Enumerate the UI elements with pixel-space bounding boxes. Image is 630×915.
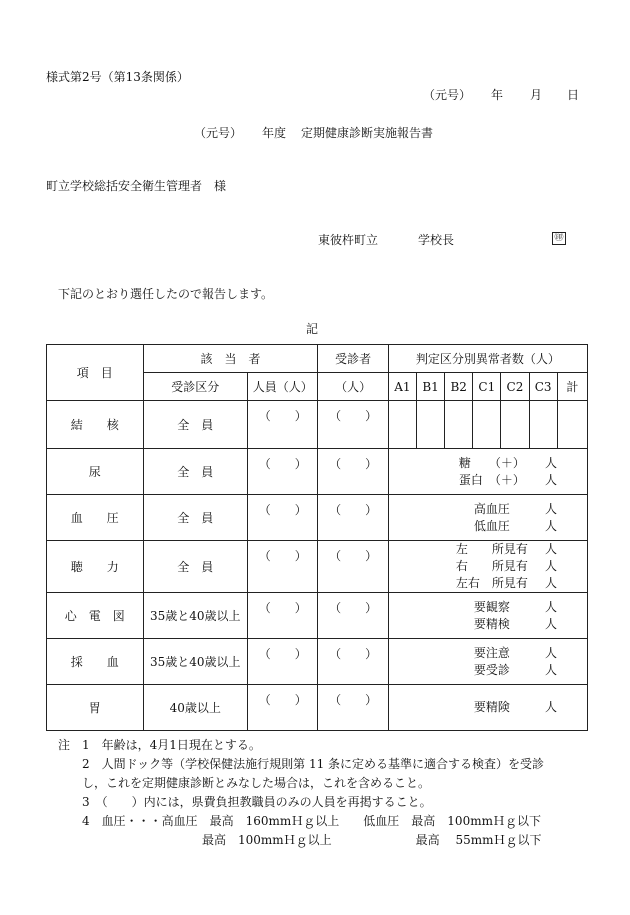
header-ninzu: 人員（人） bbox=[248, 373, 318, 401]
row-kubun: 40歳以上 bbox=[143, 685, 248, 731]
grade-a1: A1 bbox=[388, 373, 416, 401]
header-hantei: 判定区分別異常者数（人） bbox=[388, 345, 587, 373]
row-item: 結 核 bbox=[47, 401, 144, 449]
row-kubun: 全 員 bbox=[143, 449, 248, 495]
report-table bbox=[46, 344, 588, 731]
row-kubun: 全 員 bbox=[143, 541, 248, 593]
row-jushinsha: （ ） bbox=[318, 593, 388, 639]
result-line: 要注意 人 bbox=[473, 645, 557, 660]
result-line: 要精険 人 bbox=[473, 700, 557, 714]
sender-principal: 学校長 bbox=[418, 233, 455, 247]
result-cell bbox=[388, 541, 587, 593]
cell-c2 bbox=[501, 401, 529, 449]
row-jushinsha: （ ） bbox=[318, 685, 388, 731]
note-2a: 2 人間ドック等（学校保健法施行規則第 11 条に定める基準に適合する検査）を受診 bbox=[58, 757, 545, 771]
result-line: 要受診 人 bbox=[473, 662, 557, 677]
cell-c1 bbox=[473, 401, 501, 449]
cell-b2 bbox=[445, 401, 473, 449]
cell-total bbox=[557, 401, 587, 449]
row-jushinsha: （ ） bbox=[318, 639, 388, 685]
row-jushinsha: （ ） bbox=[318, 401, 388, 449]
header-nin: （人） bbox=[318, 373, 388, 401]
document-title: 定期健康診断実施報告書 bbox=[301, 126, 434, 140]
row-ninzu: （ ） bbox=[248, 593, 318, 639]
result-cell bbox=[388, 685, 587, 731]
grade-b2: B2 bbox=[445, 373, 473, 401]
row-item: 聴 力 bbox=[47, 541, 144, 593]
result-cell bbox=[388, 593, 587, 639]
notes bbox=[58, 736, 544, 850]
grade-c1: C1 bbox=[473, 373, 501, 401]
table-row bbox=[47, 401, 588, 449]
note-1: 注 1 年齢は，4月1日現在とする。 bbox=[58, 738, 261, 752]
header-gaitou: 該 当 者 bbox=[143, 345, 318, 373]
note-4a: 4 血圧・・・高血圧 最高 160mmＨｇ以上 低血圧 最高 100mmＨｇ以下 bbox=[58, 814, 541, 828]
row-kubun: 全 員 bbox=[143, 495, 248, 541]
result-line: 蛋白 （＋） 人 bbox=[458, 472, 557, 487]
grade-total: 計 bbox=[557, 373, 587, 401]
date-year: 年 bbox=[491, 88, 504, 102]
result-line: 左 所見有 人 bbox=[455, 542, 557, 556]
row-ninzu: （ ） bbox=[248, 685, 318, 731]
sender-town: 東彼杵町立 bbox=[318, 233, 379, 247]
row-jushinsha: （ ） bbox=[318, 541, 388, 593]
grade-b1: B1 bbox=[416, 373, 444, 401]
table-row bbox=[47, 639, 588, 685]
table-row bbox=[47, 541, 588, 593]
cell-b1 bbox=[416, 401, 444, 449]
table-row bbox=[47, 593, 588, 639]
row-item: 心 電 図 bbox=[47, 593, 144, 639]
title-year: 年度 bbox=[262, 126, 287, 140]
row-ninzu: （ ） bbox=[248, 449, 318, 495]
result-cell bbox=[388, 639, 587, 685]
result-line: 要観察 人 bbox=[473, 599, 557, 614]
row-ninzu: （ ） bbox=[248, 401, 318, 449]
note-2b: し，これを定期健康診断とみなした場合は，これを含めること。 bbox=[58, 776, 431, 790]
result-cell bbox=[388, 495, 587, 541]
row-kubun: 35歳と40歳以上 bbox=[143, 593, 248, 639]
result-line: 右 所見有 人 bbox=[455, 559, 557, 573]
note-4b: 最高 100mmＨｇ以上 最高 55mmＨｇ以下 bbox=[58, 833, 542, 847]
addressee: 町立学校総括安全衛生管理者 様 bbox=[46, 179, 227, 193]
date-month: 月 bbox=[530, 88, 543, 102]
grade-c2: C2 bbox=[501, 373, 529, 401]
row-ninzu: （ ） bbox=[248, 495, 318, 541]
row-item: 尿 bbox=[47, 449, 144, 495]
result-line: 高血圧 人 bbox=[473, 501, 557, 516]
header-jushinsha: 受診者 bbox=[318, 345, 388, 373]
grade-c3: C3 bbox=[529, 373, 557, 401]
table-row bbox=[47, 495, 588, 541]
seal-mark: ㊞ bbox=[552, 232, 566, 245]
ki-heading: 記 bbox=[306, 322, 319, 336]
date-era: （元号） bbox=[423, 88, 472, 102]
date-day: 日 bbox=[567, 88, 580, 102]
row-ninzu: （ ） bbox=[248, 541, 318, 593]
row-kubun: 35歳と40歳以上 bbox=[143, 639, 248, 685]
row-jushinsha: （ ） bbox=[318, 495, 388, 541]
cell-c3 bbox=[529, 401, 557, 449]
header-kubun: 受診区分 bbox=[143, 373, 248, 401]
row-item: 血 圧 bbox=[47, 495, 144, 541]
result-line: 要精検 人 bbox=[473, 616, 557, 631]
result-line: 低血圧 人 bbox=[473, 518, 557, 533]
row-ninzu: （ ） bbox=[248, 639, 318, 685]
note-3: 3 （ ）内には，県費負担教職員のみの人員を再掲すること。 bbox=[58, 795, 432, 809]
table-row bbox=[47, 449, 588, 495]
table-row bbox=[47, 685, 588, 731]
row-jushinsha: （ ） bbox=[318, 449, 388, 495]
result-line: 左右 所見有 人 bbox=[455, 576, 557, 590]
row-item: 採 血 bbox=[47, 639, 144, 685]
form-number: 様式第2号（第13条関係） bbox=[46, 70, 189, 84]
row-kubun: 全 員 bbox=[143, 401, 248, 449]
header-item: 項 目 bbox=[47, 345, 144, 401]
row-item: 胃 bbox=[47, 685, 144, 731]
intro-text: 下記のとおり選任したので報告します。 bbox=[58, 287, 274, 301]
title-era: （元号） bbox=[194, 126, 243, 140]
result-cell bbox=[388, 449, 587, 495]
cell-a1 bbox=[388, 401, 416, 449]
result-line: 糖 （＋） 人 bbox=[458, 455, 557, 470]
